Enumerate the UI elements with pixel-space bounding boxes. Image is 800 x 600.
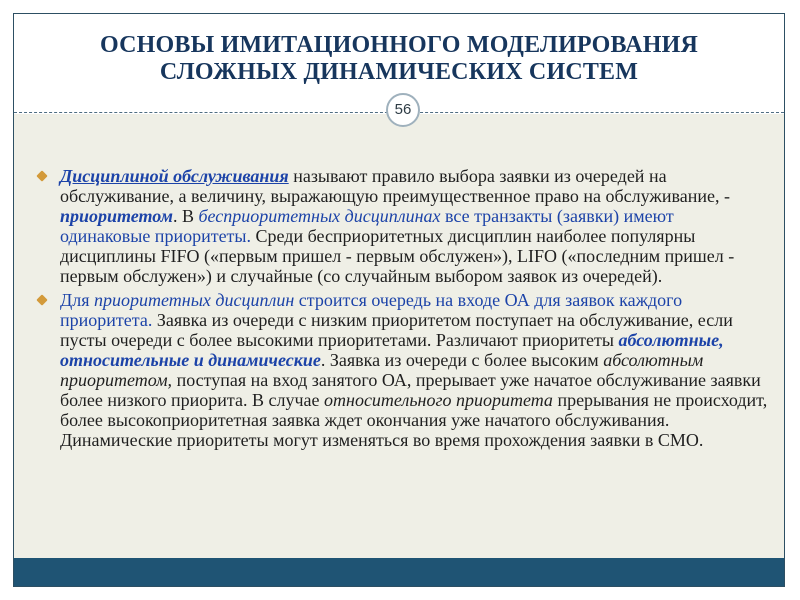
text-segment: поступая на вход занятого ОА, прерывает уже начатое обслуживание заявки более низкого приорита. В случае bbox=[60, 370, 761, 410]
text-segment: называют правило выбора заявки из очередей на обслуживание, а величину, выражающую преимущественное право на обслуживание, - bbox=[60, 166, 730, 206]
bullet-paragraph-1 bbox=[38, 166, 768, 286]
text-segment: абсолютным приоритетом, bbox=[60, 350, 704, 390]
text-segment: все транзакты (заявки) имеют одинаковые приоритеты. bbox=[60, 206, 674, 246]
paragraph-text bbox=[60, 290, 767, 450]
text-segment: относительного приоритета bbox=[324, 390, 553, 410]
text-segment: абсолютные, относительные и динамические bbox=[60, 330, 724, 370]
bullet-paragraph-2 bbox=[38, 290, 768, 450]
text-content bbox=[38, 166, 768, 454]
text-segment: . Заявка из очереди с более высоким bbox=[320, 350, 604, 370]
text-segment: Для bbox=[60, 290, 95, 310]
text-segment: строится очередь на входе ОА для заявок каждого приоритета. bbox=[60, 290, 683, 330]
text-segment: Дисциплиной обслуживания bbox=[60, 166, 289, 186]
title-line-1: ОСНОВЫ ИМИТАЦИОННОГО МОДЕЛИРОВАНИЯ bbox=[99, 32, 699, 58]
content-area bbox=[14, 114, 784, 560]
text-segment: бесприоритетных дисциплинах bbox=[198, 206, 441, 226]
text-segment: Заявка из очереди с низким приоритетом поступает на обслуживание, если пусты очереди с более высокими приоритетами. Различают приоритеты bbox=[60, 310, 733, 350]
slide-frame bbox=[13, 13, 785, 587]
footer-bar bbox=[14, 558, 784, 586]
text-segment: . В bbox=[172, 206, 199, 226]
text-segment: Среди бесприоритетных дисциплин наиболее популярны дисциплины FIFO («первым пришел - первым обслужен»), LIFO («последним пришел - первым обслужен») и случайные (со случайным выбором заявок из очередей). bbox=[60, 226, 735, 286]
title-line-2: СЛОЖНЫХ ДИНАМИЧЕСКИХ СИСТЕМ bbox=[159, 59, 639, 85]
diamond-bullet-icon bbox=[36, 294, 47, 305]
page-number-badge: 56 bbox=[386, 93, 420, 127]
diamond-bullet-icon bbox=[36, 170, 47, 181]
text-segment: прерывания не происходит, более высокоприоритетная заявка ждет окончания уже начатого обслуживания. Динамические приоритеты могут изменяться во время прохождения заявки в СМО. bbox=[60, 390, 768, 450]
paragraph-text bbox=[60, 166, 734, 286]
text-segment: приоритетных дисциплин bbox=[94, 290, 295, 310]
text-segment: приоритетом bbox=[60, 206, 173, 226]
slide-title bbox=[14, 32, 784, 86]
